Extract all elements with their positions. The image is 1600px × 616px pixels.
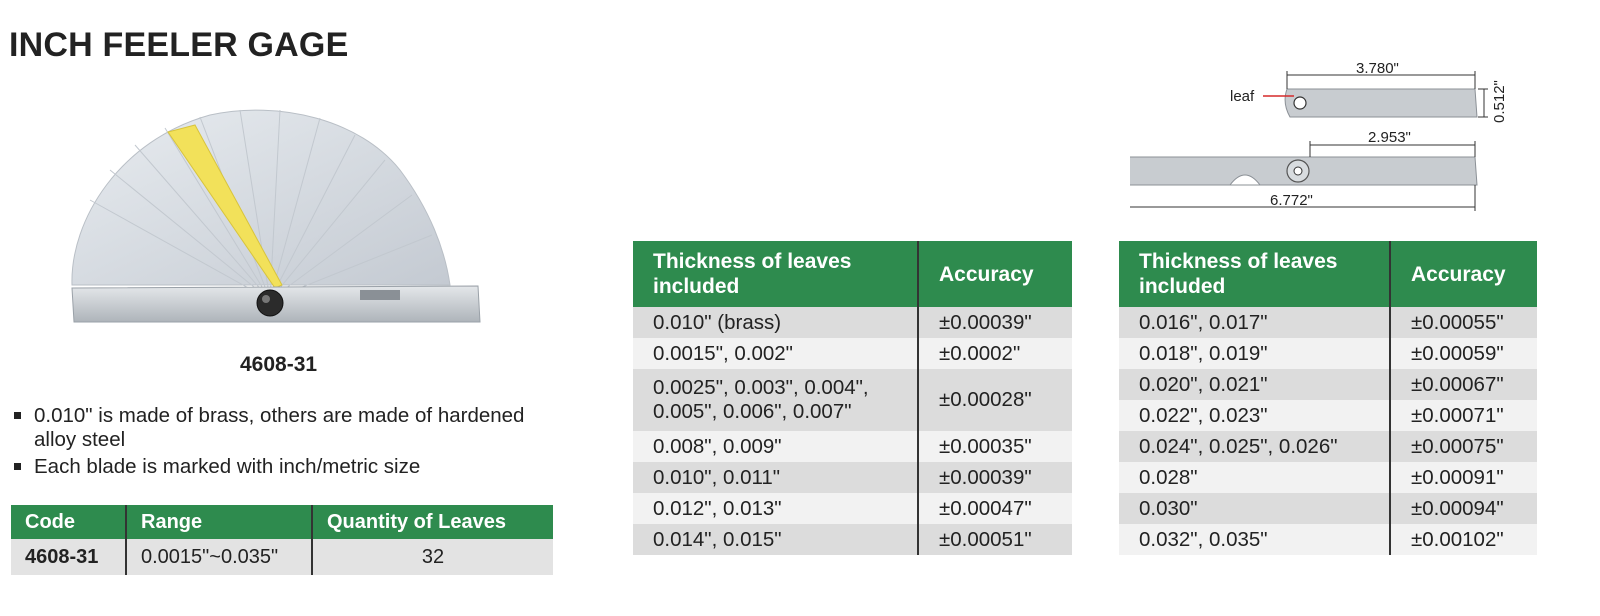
cell-range: 0.0015"~0.035" <box>126 539 312 575</box>
cell-code: 4608-31 <box>11 539 126 575</box>
cell-thickness: 0.032", 0.035" <box>1119 524 1390 555</box>
cell-accuracy: ±0.00059" <box>1390 338 1537 369</box>
cell-thickness: 0.018", 0.019" <box>1119 338 1390 369</box>
header-range: Range <box>126 505 312 539</box>
header-accuracy: Accuracy <box>1390 241 1537 307</box>
cell-thickness: 0.0025", 0.003", 0.004", 0.005", 0.006", 0.007" <box>633 369 918 431</box>
cell-accuracy: ±0.00051" <box>918 524 1072 555</box>
cell-thickness: 0.024", 0.025", 0.026" <box>1119 431 1390 462</box>
cell-thickness: 0.012", 0.013" <box>633 493 918 524</box>
cell-thickness: 0.028" <box>1119 462 1390 493</box>
code-table <box>11 505 553 575</box>
leaf-label: leaf <box>1230 88 1255 105</box>
table-row <box>633 462 1072 493</box>
table-row <box>1119 400 1537 431</box>
cell-thickness: 0.030" <box>1119 493 1390 524</box>
dimension-diagram <box>1130 55 1550 225</box>
cell-thickness: 0.008", 0.009" <box>633 431 918 462</box>
header-quantity: Quantity of Leaves <box>312 505 553 539</box>
table-row <box>1119 493 1537 524</box>
table-row <box>633 524 1072 555</box>
cell-accuracy: ±0.00055" <box>1390 307 1537 338</box>
cell-accuracy: ±0.00075" <box>1390 431 1537 462</box>
table-row <box>633 338 1072 369</box>
table-row <box>11 539 553 575</box>
header-accuracy: Accuracy <box>918 241 1072 307</box>
cell-accuracy: ±0.00094" <box>1390 493 1537 524</box>
cell-quantity: 32 <box>312 539 553 575</box>
accuracy-table-right <box>1119 241 1537 555</box>
feature-item: 0.010" is made of brass, others are made of hardened alloy steel <box>12 404 532 452</box>
table-row <box>1119 462 1537 493</box>
cell-accuracy: ±0.00047" <box>918 493 1072 524</box>
table-row <box>1119 338 1537 369</box>
header-code: Code <box>11 505 126 539</box>
table-row <box>633 369 1072 431</box>
dim-leaf-width: 0.512" <box>1491 80 1508 123</box>
dim-holder-inner: 2.953" <box>1368 129 1411 146</box>
cell-accuracy: ±0.0002" <box>918 338 1072 369</box>
cell-accuracy: ±0.00071" <box>1390 400 1537 431</box>
table-row <box>1119 524 1537 555</box>
cell-accuracy: ±0.00091" <box>1390 462 1537 493</box>
model-caption: 4608-31 <box>240 353 318 376</box>
header-thickness: Thickness of leaves included <box>633 241 918 307</box>
dim-holder-length: 6.772" <box>1270 192 1313 209</box>
cell-thickness: 0.010" (brass) <box>633 307 918 338</box>
cell-accuracy: ±0.00039" <box>918 462 1072 493</box>
page-title: INCH FEELER GAGE <box>9 26 349 64</box>
cell-accuracy: ±0.00028" <box>918 369 1072 431</box>
header-thickness: Thickness of leaves included <box>1119 241 1390 307</box>
dim-leaf-length: 3.780" <box>1356 60 1399 77</box>
cell-thickness: 0.020", 0.021" <box>1119 369 1390 400</box>
table-row <box>633 493 1072 524</box>
cell-accuracy: ±0.00102" <box>1390 524 1537 555</box>
table-row <box>633 307 1072 338</box>
feeler-gage-photo <box>60 100 500 340</box>
cell-thickness: 0.014", 0.015" <box>633 524 918 555</box>
cell-accuracy: ±0.00039" <box>918 307 1072 338</box>
cell-accuracy: ±0.00067" <box>1390 369 1537 400</box>
feature-item: Each blade is marked with inch/metric size <box>12 455 532 479</box>
table-row <box>1119 369 1537 400</box>
accuracy-table-left <box>633 241 1072 555</box>
cell-thickness: 0.016", 0.017" <box>1119 307 1390 338</box>
cell-accuracy: ±0.00035" <box>918 431 1072 462</box>
table-row <box>1119 431 1537 462</box>
table-row <box>633 431 1072 462</box>
cell-thickness: 0.010", 0.011" <box>633 462 918 493</box>
table-row <box>1119 307 1537 338</box>
cell-thickness: 0.0015", 0.002" <box>633 338 918 369</box>
feature-list <box>12 404 532 482</box>
cell-thickness: 0.022", 0.023" <box>1119 400 1390 431</box>
